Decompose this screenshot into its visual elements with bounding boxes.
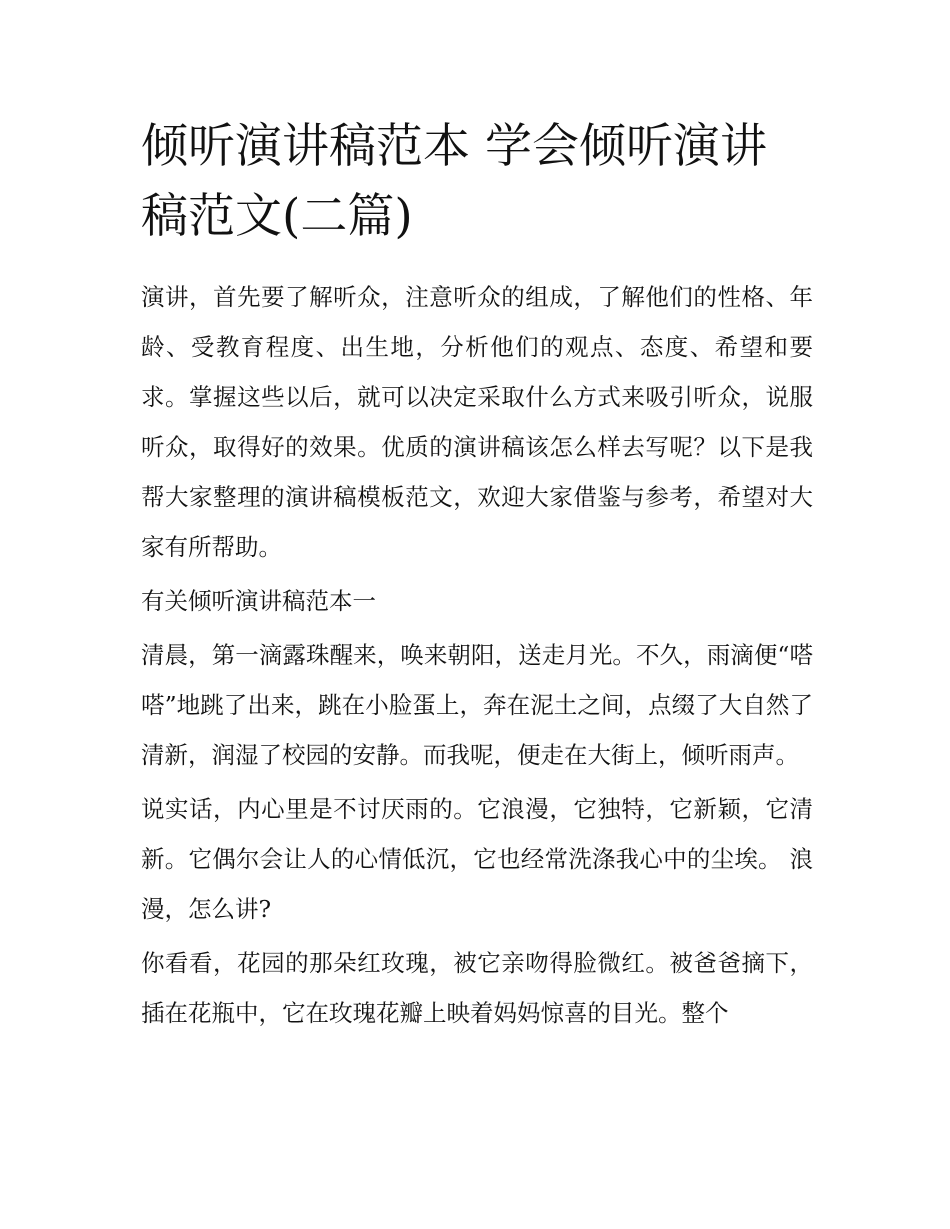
paragraph-intro: 演讲，首先要了解听众，注意听众的组成，了解他们的性格、年龄、受教育程度、出生地，分析他们的观点、态度、希望和要求。掌握这些以后，就可以决定采取什么方式来吸引听众，说服听众，取得好的效果。优质的演讲稿该怎么样去写呢？以下是我帮大家整理的演讲稿模板范文，欢迎大家借鉴与参考，希望对大家有所帮助。 [141,283,813,561]
document-body [141,112,813,1038]
paragraph-about-rain: 说实话，内心里是不讨厌雨的。它浪漫，它独特，它新颖，它清新。它偶尔会让人的心情低沉，它也经常洗涤我心中的尘埃。 浪漫，怎么讲? [141,795,813,923]
paragraph-rose: 你看看，花园的那朵红玫瑰，被它亲吻得脸微红。被爸爸摘下，插在花瓶中，它在玫瑰花瓣上映着妈妈惊喜的目光。整个 [141,949,813,1027]
paragraph-section-heading: 有关倾听演讲稿范本一 [141,587,376,615]
document-title: 倾听演讲稿范本 学会倾听演讲稿范文(二篇) [141,119,767,244]
paragraph-morning-rain: 清晨，第一滴露珠醒来，唤来朝阳，送走月光。不久，雨滴便“嗒嗒”地跳了出来，跳在小脸蛋上，奔在泥土之间，点缀了大自然了清新，润湿了校园的安静。而我呢，便走在大街上，倾听雨声。 [141,641,813,769]
